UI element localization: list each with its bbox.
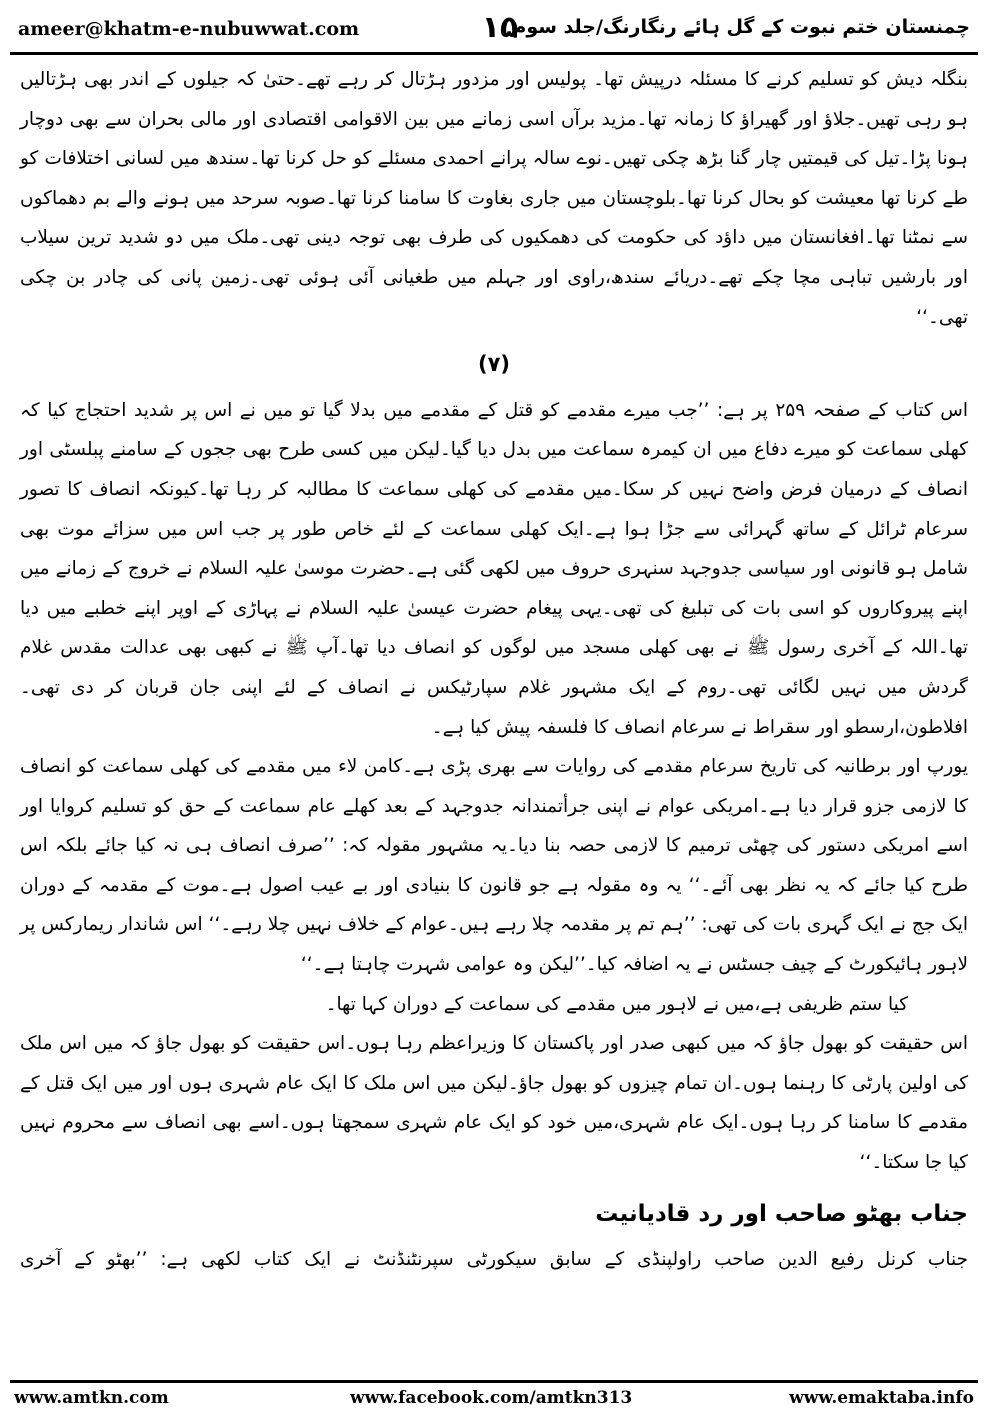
page-body [20, 60, 968, 1280]
footer-rule [10, 1380, 978, 1383]
paragraph: اس حقیقت کو بھول جاؤ کہ میں کبھی صدر اور پاکستان کا وزیراعظم رہا ہوں۔اس حقیقت کو بھول جاؤ کہ میں اس ملک کی اولین پارٹی کا رہنما ہوں۔ان تمام چیزوں کو بھول جاؤ۔لیکن میں اس ملک کا ایک عام شہری ہوں اور میں ایک قتل کے مقدمے کا سامنا کر رہا ہوں۔ایک عام شہری،میں خود کو ایک عام شہری سمجھتا ہوں۔اسے بھی انصاف سے محروم نہیں کیا جا سکتا۔‘‘ [20, 1033, 968, 1174]
section-heading: جناب بھٹو صاحب اور رد قادیانیت [595, 1200, 968, 1227]
paragraph: اس کتاب کے صفحہ ۲۵۹ پر ہے: ’’جب میرے مقدمے کو قتل کے مقدمے میں بدلا گیا تو میں نے اس پر شدید احتجاج کیا کہ کھلی سماعت کو میرے دفاع میں ان کیمرہ سماعت میں بدل دیا گیا۔لیکن میں کسی طرح بھی ججوں کے سامنے پبلسٹی اور انصاف کے درمیان فرض واضح نہیں کر سکا۔میں مقدمے کی کھلی سماعت کا مطالبہ کر رہا تھا۔کیونکہ انصاف کا تصور سرعام ٹرائل کے ساتھ گہرائی سے جڑا ہوا ہے۔ایک کھلی سماعت کے لئے خاص طور پر جب اس میں سزائے موت بھی شامل ہو قانونی اور سیاسی جدوجہد سنہری حروف میں لکھی گئی ہے۔حضرت موسیٰ علیہ السلام نے خروج کے زمانے میں اپنے پیروکاروں کو اسی بات کی تبلیغ کی تھی۔یہی پیغام حضرت عیسیٰ علیہ السلام نے پہاڑی کے اوپر اپنے خطبے میں دیا تھا۔اللہ کے آخری رسول ﷺ نے بھی کھلی مسجد میں لوگوں کو انصاف دیا تھا۔آپ ﷺ نے کبھی بھی عدالت مقدس غلام گردش میں نہیں لگائی تھی۔روم کے ایک مشہور غلام سپارٹیکس نے انصاف کے لئے اپنی جان قربان کر دی تھی۔افلاطون،ارسطو اور سقراط نے سرعام انصاف کا فلسفہ پیش کیا ہے۔ [20, 399, 969, 738]
book-title: چمنستان ختم نبوت کے گل ہائے رنگارنگ/جلد سوم [512, 16, 970, 38]
page-header [10, 8, 978, 52]
paragraph: کیا ستم ظریفی ہے،میں نے لاہور میں مقدمے کی سماعت کے دوران کہا تھا۔ [325, 993, 908, 1015]
page-number: ۱۵ [481, 10, 519, 45]
page-footer [10, 1388, 978, 1408]
header-email[interactable]: ameer@khatm-e-nubuwwat.com [18, 18, 360, 40]
header-rule [10, 52, 978, 55]
paragraph: بنگلہ دیش کو تسلیم کرنے کا مسئلہ درپیش تھا۔ پولیس اور مزدور ہڑتال کر رہے تھے۔حتیٰ کہ جیلوں کے اندر بھی ہڑتالیں ہو رہی تھیں۔جلاؤ اور گھیراؤ کا زمانہ تھا۔مزید برآں اسی زمانے میں بین الاقوامی اقتصادی اور مالی بحران سے بھی دوچار ہونا پڑا۔تیل کی قیمتیں چار گنا بڑھ چکی تھیں۔نوے سالہ پرانے احمدی مسئلے کو حل کرنا تھا۔سندھ میں لسانی اختلافات کو طے کرنا تھا معیشت کو بحال کرنا تھا۔بلوچستان میں جاری بغاوت کا سامنا کرنا تھا۔صوبہ سرحد میں ہونے والے بم دھماکوں سے نمٹنا تھا۔افغانستان میں داؤد کی حکومت کی دھمکیوں کی طرف بھی توجہ دینی تھی۔ملک میں دو شدید ترین سیلاب اور بارشیں تباہی مچا چکے تھے۔دریائے سندھ،راوی اور جہلم میں طغیانی آئی ہوئی تھی۔زمین پانی کی چادر بن چکی تھی۔‘‘ [20, 69, 968, 328]
footer-link-facebook[interactable]: www.facebook.com/amtkn313 [350, 1388, 633, 1408]
paragraph: یورپ اور برطانیہ کی تاریخ سرعام مقدمے کی روایات سے بھری پڑی ہے۔کامن لاء میں مقدمے کی کھلی سماعت کو انصاف کا لازمی جزو قرار دیا ہے۔امریکی عوام نے اپنی جرأتمندانہ جدوجہد کے بعد کھلے عام سماعت کے حق کو تسلیم کروایا اور اسے امریکی دستور کی چھٹی ترمیم کا لازمی حصہ بنا دیا۔یہ مشہور مقولہ کہ: ’’صرف انصاف ہی نہ کیا جائے بلکہ اس طرح کیا جائے کہ یہ نظر بھی آئے۔‘‘ یہ وہ مقولہ ہے جو قانون کا بنیادی اور بے عیب اصول ہے۔موت کے مقدمہ کے دوران ایک جج نے ایک گہری بات کی تھی: ’’ہم تم پر مقدمہ چلا رہے ہیں۔عوام کے خلاف نہیں چلا رہے۔‘‘ اس شاندار ریمارکس پر لاہور ہائیکورٹ کے چیف جسٹس نے یہ اضافہ کیا۔’’لیکن وہ عوامی شہرت چاہتا ہے۔‘‘ [20, 756, 968, 976]
footer-link-amtkn[interactable]: www.amtkn.com [14, 1388, 169, 1408]
footer-link-emaktaba[interactable]: www.emaktaba.info [789, 1388, 974, 1408]
page-frame [10, 8, 978, 1408]
paragraph: جناب کرنل رفیع الدین صاحب راولپنڈی کے سابق سیکورٹی سپرنٹنڈنٹ نے ایک کتاب لکھی ہے: ’’بھٹو کے آخری [20, 1249, 968, 1271]
section-marker: (۷) [477, 352, 511, 377]
